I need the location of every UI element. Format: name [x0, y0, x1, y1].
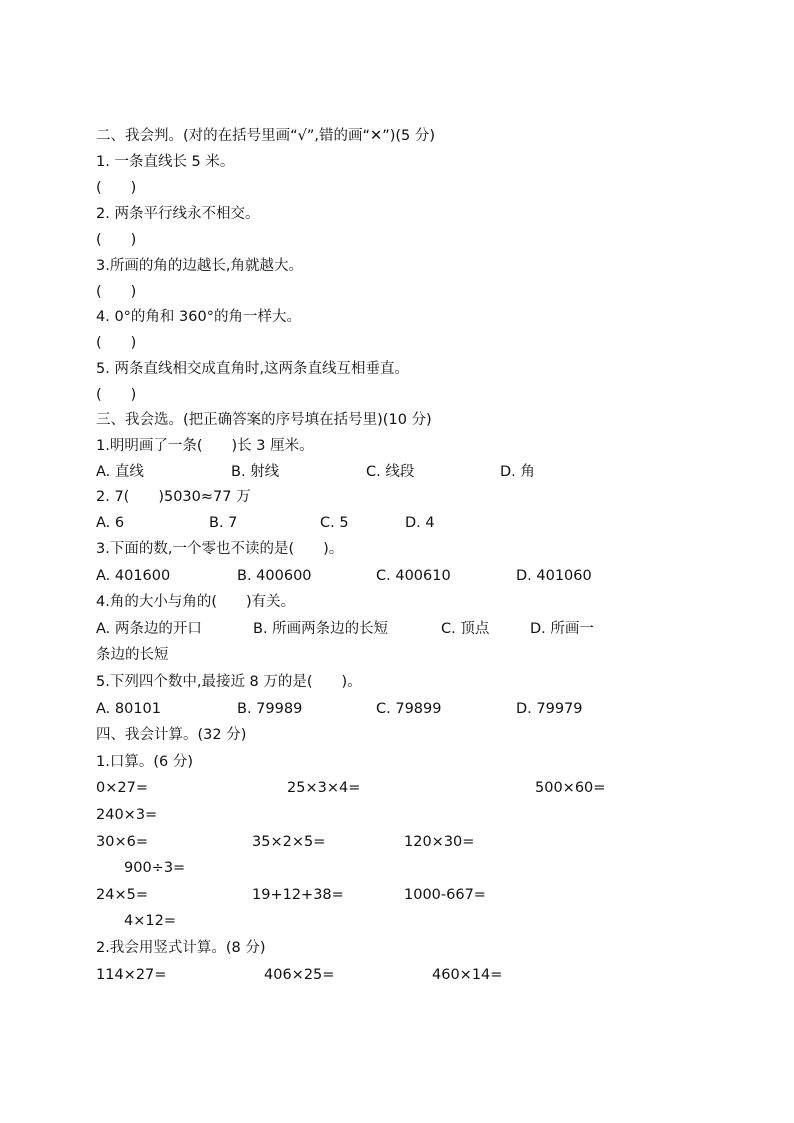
oral-problem: 0×27=: [96, 780, 148, 796]
choice-q4-stem: 4.角的大小与角的( )有关。: [96, 594, 296, 610]
answer-paren-5[interactable]: ( ): [96, 387, 137, 403]
vertical-problem: 114×27=: [96, 967, 167, 983]
oral-problem: 30×6=: [96, 834, 148, 850]
choice-q5-option-d[interactable]: D. 79979: [516, 701, 583, 717]
oral-problem: 19+12+38=: [252, 887, 344, 903]
choice-q3-stem: 3.下面的数,一个零也不读的是( )。: [96, 541, 344, 557]
answer-paren-2[interactable]: ( ): [96, 232, 137, 248]
vertical-problem: 406×25=: [264, 967, 335, 983]
answer-paren-4[interactable]: ( ): [96, 335, 137, 351]
oral-problem: 500×60=: [535, 780, 606, 796]
choice-q1-option-c[interactable]: C. 线段: [366, 464, 415, 480]
answer-paren-3[interactable]: ( ): [96, 284, 137, 300]
choice-q3-option-c[interactable]: C. 400610: [376, 568, 451, 584]
choice-q1-option-d[interactable]: D. 角: [500, 464, 535, 480]
oral-problem: 24×5=: [96, 887, 148, 903]
oral-problem: 4×12=: [124, 913, 176, 929]
section4-title: 四、我会计算。(32 分): [96, 727, 247, 743]
answer-paren-1[interactable]: ( ): [96, 180, 137, 196]
choice-q5-stem: 5.下列四个数中,最接近 8 万的是( )。: [96, 674, 362, 690]
oral-problem: 120×30=: [404, 834, 475, 850]
choice-q3-option-b[interactable]: B. 400600: [237, 568, 312, 584]
vertical-problem: 460×14=: [432, 967, 503, 983]
oral-calc-title: 1.口算。(6 分): [96, 754, 193, 770]
choice-q4-option-c[interactable]: C. 顶点: [441, 621, 490, 637]
choice-q1-option-b[interactable]: B. 射线: [231, 464, 280, 480]
choice-q1-stem: 1.明明画了一条( )长 3 厘米。: [96, 438, 314, 454]
oral-problem: 1000-667=: [404, 887, 486, 903]
oral-problem: 25×3×4=: [287, 780, 361, 796]
oral-problem: 240×3=: [96, 807, 158, 823]
choice-q2-option-d[interactable]: D. 4: [405, 515, 435, 531]
section3-title: 三、我会选。(把正确答案的序号填在括号里)(10 分): [96, 412, 432, 428]
choice-q4-option-b[interactable]: B. 所画两条边的长短: [253, 621, 389, 637]
choice-q5-option-b[interactable]: B. 79989: [237, 701, 303, 717]
choice-q2-stem: 2. 7( )5030≈77 万: [96, 489, 251, 505]
choice-q4-option-d[interactable]: D. 所画一: [530, 621, 594, 637]
choice-q5-option-c[interactable]: C. 79899: [376, 701, 442, 717]
judge-item-5: 5. 两条直线相交成直角时,这两条直线互相垂直。: [96, 361, 410, 377]
choice-q2-option-a[interactable]: A. 6: [96, 515, 125, 531]
choice-q2-option-b[interactable]: B. 7: [209, 515, 238, 531]
judge-item-3: 3.所画的角的边越长,角就越大。: [96, 258, 303, 274]
judge-item-2: 2. 两条平行线永不相交。: [96, 206, 260, 222]
choice-q3-option-a[interactable]: A. 401600: [96, 568, 171, 584]
choice-q3-option-d[interactable]: D. 401060: [516, 568, 592, 584]
oral-problem: 900÷3=: [124, 860, 186, 876]
choice-q5-option-a[interactable]: A. 80101: [96, 701, 162, 717]
choice-q4-option-d-wrap: 条边的长短: [96, 647, 169, 663]
choice-q4-option-a[interactable]: A. 两条边的开口: [96, 621, 202, 637]
vertical-calc-title: 2.我会用竖式计算。(8 分): [96, 940, 266, 956]
oral-problem: 35×2×5=: [252, 834, 326, 850]
judge-item-4: 4. 0°的角和 360°的角一样大。: [96, 309, 301, 325]
section2-title: 二、我会判。(对的在括号里画“√”,错的画“✕”)(5 分): [96, 128, 436, 144]
judge-item-1: 1. 一条直线长 5 米。: [96, 154, 235, 170]
choice-q1-option-a[interactable]: A. 直线: [96, 464, 144, 480]
choice-q2-option-c[interactable]: C. 5: [320, 515, 349, 531]
